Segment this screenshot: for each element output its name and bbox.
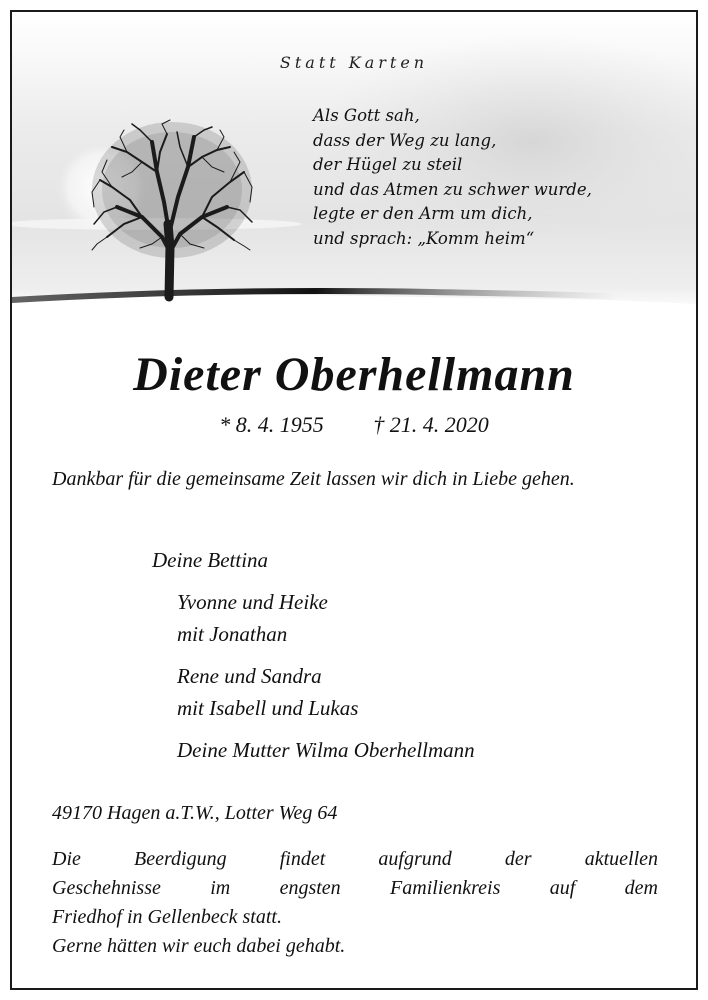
poem-line: und sprach: „Komm heim“ <box>313 228 535 248</box>
poem-line: und das Atmen zu schwer wurde, <box>313 179 592 199</box>
mourner-group <box>177 734 475 766</box>
mourner-group <box>177 586 328 650</box>
header-image <box>12 12 696 312</box>
death-date: † 21. 4. 2020 <box>373 412 489 437</box>
mourner-line: mit Isabell und Lukas <box>177 696 359 720</box>
poem-line: der Hügel zu steil <box>313 155 463 174</box>
mourner-group <box>177 660 358 724</box>
obituary-card <box>10 10 698 990</box>
poem <box>313 104 592 251</box>
thanks-message: Dankbar für die gemeinsame Zeit lassen wir dich in Liebe gehen. <box>52 468 575 490</box>
notice-line: Geschehnisse im engsten Familienkreis auf dem <box>52 877 658 899</box>
statt-karten-label: Statt Karten <box>279 53 429 72</box>
mourner-line: Yvonne und Heike <box>177 590 328 614</box>
poem-line: legte er den Arm um dich, <box>313 204 533 223</box>
notice-line: Friedhof in Gellenbeck statt. <box>52 906 282 928</box>
life-dates <box>12 412 696 438</box>
notice-line: Gerne hätten wir euch dabei gehabt. <box>52 935 346 957</box>
mourner-line: Deine Mutter Wilma Oberhellmann <box>177 738 475 762</box>
deceased-name: Dieter Oberhellmann <box>133 348 575 401</box>
birth-date: * 8. 4. 1955 <box>219 412 324 437</box>
funeral-notice <box>52 845 658 961</box>
poem-line: dass der Weg zu lang, <box>313 130 497 150</box>
address: 49170 Hagen a.T.W., Lotter Weg 64 <box>52 802 338 824</box>
tree-icon <box>92 120 252 297</box>
mourner-line: Rene und Sandra <box>177 664 322 688</box>
mourner-primary: Deine Bettina <box>152 548 269 572</box>
mourner-line: mit Jonathan <box>177 622 288 646</box>
poem-line: Als Gott sah, <box>313 106 420 125</box>
notice-line: Die Beerdigung findet aufgrund der aktuellen <box>52 848 658 870</box>
